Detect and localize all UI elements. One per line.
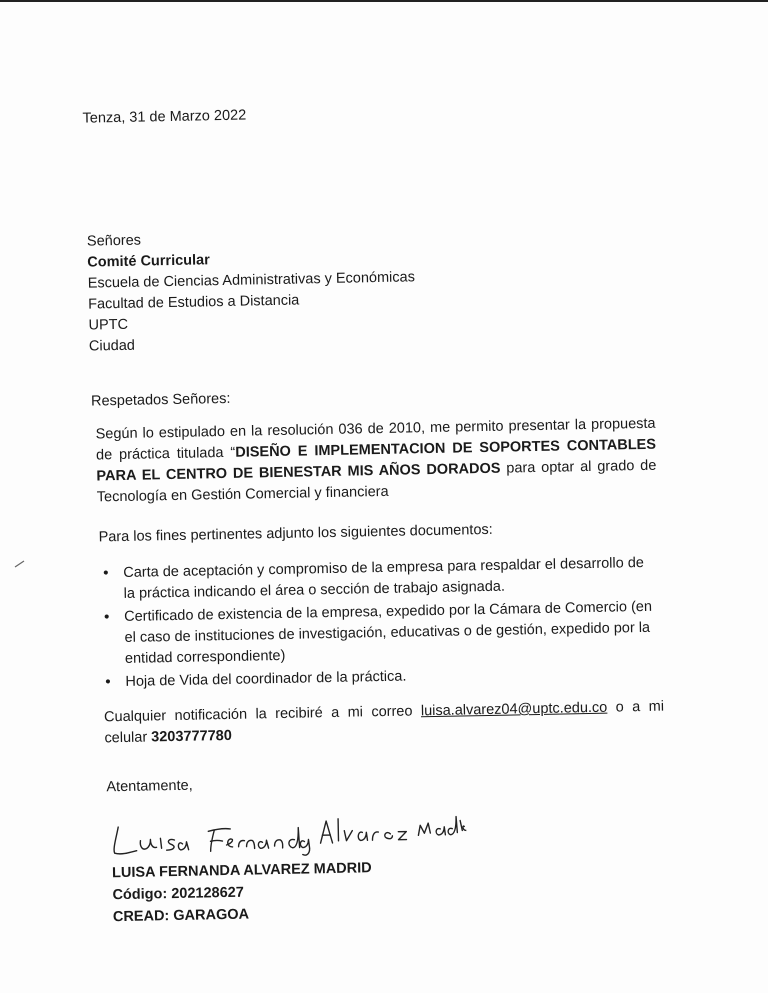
greeting: Respetados Señores: bbox=[90, 390, 231, 410]
notification-text-middle: o a mi celular bbox=[104, 698, 665, 747]
intro-text-after: para optar al grado de Tecnología en Gestión Comercial y financiera bbox=[96, 457, 657, 506]
practice-title: DISEÑO E IMPLEMENTACION DE SOPORTES CONTABLES PARA EL CENTRO DE BIENESTAR MIS AÑOS DORADOS bbox=[96, 436, 657, 485]
document-text: Hoja de Vida del coordinador de la práctica. bbox=[125, 668, 407, 690]
phone-number: 3203777780 bbox=[151, 727, 233, 746]
recipient-committee: Comité Curricular bbox=[87, 252, 210, 271]
bullet-icon: • bbox=[103, 565, 109, 582]
recipient-salutation: Señores bbox=[86, 232, 142, 250]
recipient-university: UPTC bbox=[88, 316, 129, 334]
list-item bbox=[102, 597, 659, 671]
documents-intro: Para los fines pertinentes adjunto los siguientes documentos: bbox=[98, 521, 493, 546]
closing: Atentamente, bbox=[106, 777, 193, 796]
signer-cread: CREAD: GARAGOA bbox=[112, 906, 250, 926]
documents-list bbox=[101, 553, 659, 696]
recipient-faculty: Facultad de Estudios a Distancia bbox=[88, 292, 300, 313]
scan-speck-icon bbox=[14, 560, 26, 568]
bullet-icon: • bbox=[104, 609, 110, 626]
notification-text-before: Cualquier notificación la recibiré a mi correo bbox=[103, 703, 422, 726]
notification-paragraph bbox=[104, 697, 665, 750]
email-link[interactable]: luisa.alvarez04@uptc.edu.co bbox=[420, 699, 608, 720]
signer-name: LUISA FERNANDA ALVAREZ MADRID bbox=[111, 860, 372, 882]
intro-text-before: Según lo estipulado en la resolución 036 de 2010, me permito presentar la propuesta de práctica titulada “ bbox=[95, 415, 656, 464]
document-text: Carta de aceptación y compromiso de la empresa para respaldar el desarrollo de la práctica indicando el área o sección de trabajo asignada. bbox=[123, 554, 645, 602]
handwritten-signature bbox=[106, 798, 467, 865]
place-date: Tenza, 31 de Marzo 2022 bbox=[82, 107, 247, 127]
signer-code: Código: 202128627 bbox=[112, 884, 245, 904]
recipient-city: Ciudad bbox=[88, 337, 136, 355]
recipient-school: Escuela de Ciencias Administrativas y Económicas bbox=[87, 269, 416, 292]
document-text: Certificado de existencia de la empresa, expedido por la Cámara de Comercio (en el caso de instituciones de investigación, educativas o de gestión, expedido por la entidad correspondiente) bbox=[124, 598, 653, 667]
intro-paragraph bbox=[95, 414, 657, 509]
bullet-icon: • bbox=[105, 674, 111, 691]
